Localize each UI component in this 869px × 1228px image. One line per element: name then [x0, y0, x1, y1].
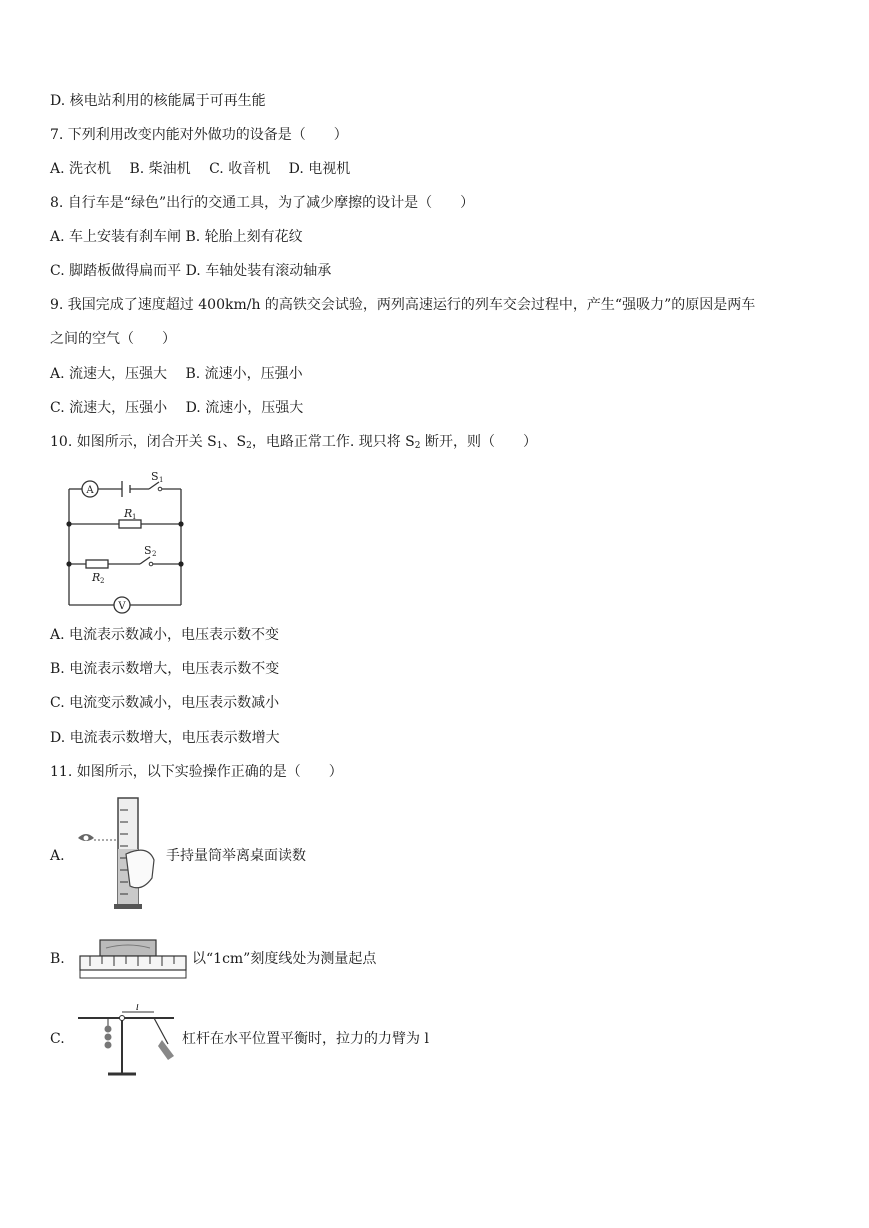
question-8: 8. 自行车是“绿色”出行的交通工具，为了减少摩擦的设计是（ ） [50, 195, 475, 211]
question-9-options-cd: C. 流速大，压强小 D. 流速小，压强大 [50, 400, 304, 416]
circuit-diagram [52, 460, 198, 616]
voltmeter-label: V [118, 601, 126, 612]
question-10-option-a: A. 电流表示数减小，电压表示数不变 [50, 627, 280, 643]
s1-label: S [151, 470, 159, 483]
s2-label: S [144, 544, 152, 557]
ruler-figure [76, 936, 190, 984]
q11-option-c-caption: 杠杆在水平位置平衡时，拉力的力臂为 l [182, 1031, 429, 1047]
r1-label: R [124, 507, 133, 520]
question-10-option-d: D. 电流表示数增大，电压表示数增大 [50, 730, 280, 746]
q10-sub-2: 2 [246, 441, 252, 451]
q10-text-post: 断开，则（ ） [420, 434, 537, 450]
q11-option-a-caption: 手持量筒举离桌面读数 [166, 848, 306, 864]
question-11: 11. 如图所示，以下实验操作正确的是（ ） [50, 764, 343, 780]
q10-text-pre: 10. 如图所示，闭合开关 S [50, 434, 217, 450]
q10-text-mid2: ，电路正常工作. 现只将 S [251, 434, 415, 450]
r2-label: R [92, 571, 101, 584]
graduated-cylinder-figure [72, 794, 164, 912]
q11-option-b-label: B. [50, 951, 65, 967]
s2-sub: 2 [152, 550, 157, 558]
question-9-options-ab: A. 流速大，压强大 B. 流速小，压强小 [50, 366, 303, 382]
q11-option-a-label: A. [50, 848, 65, 864]
question-10-option-b: B. 电流表示数增大，电压表示数不变 [50, 661, 280, 677]
question-10 [50, 433, 537, 455]
question-9-line1: 9. 我国完成了速度超过 400km/h 的高铁交会试验，两列高速运行的列车交会过程中，产生“强吸力”的原因是两车 [50, 297, 756, 313]
q10-sub-3: 2 [414, 441, 421, 451]
q10-sub-1: 1 [216, 441, 223, 451]
r2-sub: 2 [100, 577, 105, 585]
q10-text-mid1: 、S [222, 434, 247, 450]
question-8-options-ab: A. 车上安装有刹车闸 B. 轮胎上刻有花纹 [50, 229, 303, 245]
r1-sub: 1 [132, 513, 137, 521]
question-8-options-cd: C. 脚踏板做得扁而平 D. 车轴处装有滚动轴承 [50, 263, 332, 279]
q11-option-b-caption: 以“1cm”刻度线处为测量起点 [192, 951, 377, 967]
q11-option-c-label: C. [50, 1031, 65, 1047]
lever-figure [74, 1004, 180, 1080]
question-7: 7. 下列利用改变内能对外做功的设备是（ ） [50, 127, 348, 143]
line-q6-option-d: D. 核电站利用的核能属于可再生能 [50, 93, 266, 109]
s1-sub: 1 [159, 476, 164, 484]
ammeter-label: A [86, 485, 94, 496]
question-9-line2: 之间的空气（ ） [50, 331, 176, 347]
lever-arm-label: l [136, 1004, 139, 1013]
question-10-option-c: C. 电流变示数减小，电压表示数减小 [50, 695, 280, 711]
question-7-options: A. 洗衣机 B. 柴油机 C. 收音机 D. 电视机 [50, 161, 351, 177]
